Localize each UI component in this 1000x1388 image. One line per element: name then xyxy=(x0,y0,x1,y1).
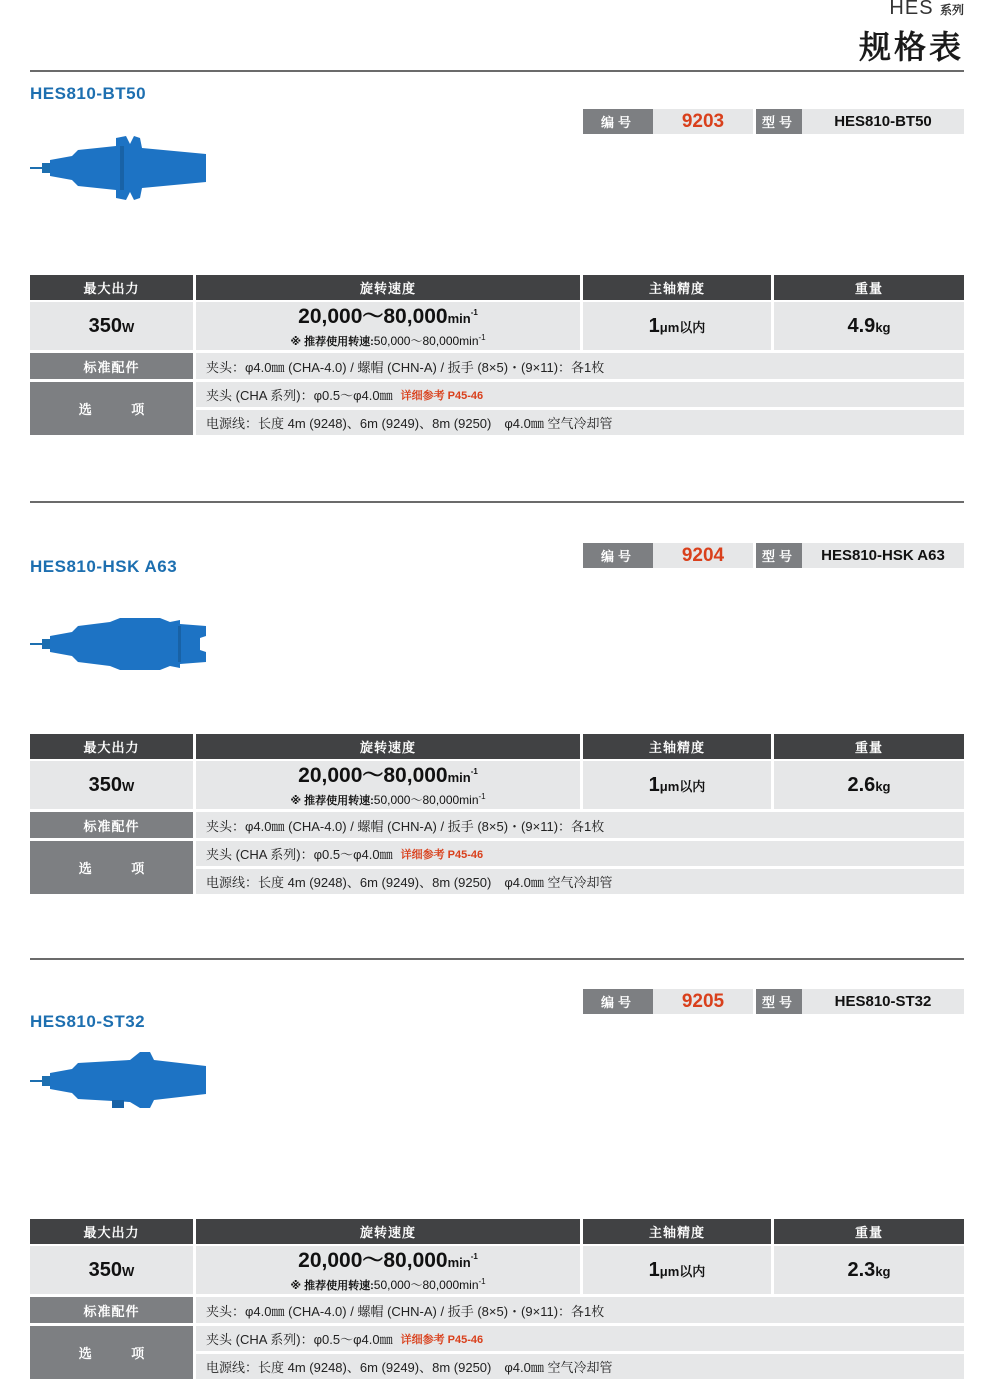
id-label: 编号 xyxy=(583,543,653,568)
option-cable: 电源线：长度 4m (9248)、6m (9249)、8m (9250) φ4.0㎜ 空气冷却管 xyxy=(196,1354,964,1379)
page-title: 规格表 xyxy=(858,28,964,66)
accessories-label: 标准配件 xyxy=(30,1297,193,1323)
weight-value: 4.9 xyxy=(847,314,876,337)
options-row xyxy=(30,1326,964,1379)
col-speed-header: 旋转速度 xyxy=(196,275,580,300)
model-value: HES810-HSK A63 xyxy=(802,543,964,568)
col-precision-header: 主轴精度 xyxy=(583,734,771,759)
col-precision-header: 主轴精度 xyxy=(583,275,771,300)
power-cell xyxy=(30,761,193,809)
accessories-value: 夹头：φ4.0㎜ (CHA-4.0) / 螺帽 (CHN-A) / 扳手 (8×5)・(9×11)：各1枚 xyxy=(196,353,964,379)
product-section-st32 xyxy=(30,988,964,1388)
st32-spindle-icon xyxy=(30,1048,210,1114)
power-unit: W xyxy=(122,778,135,794)
weight-unit: kg xyxy=(875,778,891,794)
weight-cell xyxy=(774,1246,964,1294)
precision-unit: μm以内 xyxy=(659,1263,706,1279)
model-label: 型号 xyxy=(756,989,802,1014)
precision-value: 1 xyxy=(648,314,660,337)
id-box xyxy=(583,543,964,568)
power-unit: W xyxy=(122,1263,135,1279)
model-label: 型号 xyxy=(756,543,802,568)
weight-unit: kg xyxy=(875,319,891,335)
series-label xyxy=(859,0,964,18)
option-cable: 电源线：长度 4m (9248)、6m (9249)、8m (9250) φ4.0㎜ 空气冷却管 xyxy=(196,869,964,894)
weight-value: 2.6 xyxy=(847,773,876,796)
power-cell xyxy=(30,302,193,350)
speed-cell: $20,000\sim 80,000\min^{-1}$ ※ 推荐使用转速$:50,000\sim 80,000\min^{-1}$ xyxy=(196,1246,580,1294)
model-label: 型号 xyxy=(756,109,802,134)
precision-value: 1 xyxy=(648,1258,660,1281)
weight-unit: kg xyxy=(875,1263,891,1279)
options-label: 选 项 xyxy=(30,382,193,435)
bt50-spindle-icon xyxy=(30,132,210,204)
col-weight-header: 重量 xyxy=(774,275,964,300)
product-section-hsk-a63 xyxy=(30,540,964,900)
speed-note-prefix: ※ 推荐使用转速: xyxy=(290,795,374,807)
precision-cell xyxy=(583,761,771,809)
option-collet xyxy=(196,841,964,866)
speed-value: 20,000～80,000 xyxy=(298,764,448,787)
weight-cell xyxy=(774,302,964,350)
options-label: 选 项 xyxy=(30,841,193,894)
spec-table xyxy=(30,734,964,894)
weight-value: 2.3 xyxy=(847,1258,876,1281)
options-label: 选 项 xyxy=(30,1326,193,1379)
speed-note: 50,000～80,000min xyxy=(373,334,479,348)
precision-cell xyxy=(583,1246,771,1294)
model-value: HES810-BT50 xyxy=(802,109,964,134)
accessories-row xyxy=(30,353,964,379)
id-label: 编号 xyxy=(583,109,653,134)
speed-note: 50,000～80,000min xyxy=(373,1278,479,1292)
hsk-a63-spindle-icon xyxy=(30,614,210,674)
section-divider xyxy=(30,501,964,503)
speed-unit: min xyxy=(447,1255,471,1270)
option-collet-ref: 详细参考 P45-46 xyxy=(400,1333,484,1346)
speed-unit: min xyxy=(447,311,471,326)
series-suffix: 系列 xyxy=(939,3,964,17)
spec-header-row xyxy=(30,275,964,300)
spec-value-row xyxy=(30,302,964,350)
power-value: 350 xyxy=(88,773,123,796)
option-collet-ref: 详细参考 P45-46 xyxy=(400,848,484,861)
col-weight-header: 重量 xyxy=(774,1219,964,1244)
option-collet-text: 夹头 (CHA 系列)：φ0.5～φ4.0㎜ xyxy=(206,1332,393,1347)
accessories-value: 夹头：φ4.0㎜ (CHA-4.0) / 螺帽 (CHN-A) / 扳手 (8×5)・(9×11)：各1枚 xyxy=(196,1297,964,1323)
model-value: HES810-ST32 xyxy=(802,989,964,1014)
speed-cell: $20,000\sim 80,000\min^{-1}$ ※ 推荐使用转速$:50,000\sim 80,000\min^{-1}$ xyxy=(196,302,580,350)
precision-unit: μm以内 xyxy=(659,778,706,794)
product-name: HES810-ST32 xyxy=(30,1012,146,1031)
speed-note: 50,000～80,000min xyxy=(373,793,479,807)
accessories-value: 夹头：φ4.0㎜ (CHA-4.0) / 螺帽 (CHN-A) / 扳手 (8×5)・(9×11)：各1枚 xyxy=(196,812,964,838)
accessories-label: 标准配件 xyxy=(30,812,193,838)
speed-cell: $20,000\sim 80,000\min^{-1}$ ※ 推荐使用转速$:50,000\sim 80,000\min^{-1}$ xyxy=(196,761,580,809)
spec-value-row xyxy=(30,761,964,809)
option-collet-text: 夹头 (CHA 系列)：φ0.5～φ4.0㎜ xyxy=(206,847,393,862)
col-weight-header: 重量 xyxy=(774,734,964,759)
top-divider xyxy=(30,70,964,72)
speed-value: 20,000～80,000 xyxy=(298,305,448,328)
option-collet xyxy=(196,382,964,407)
spec-table xyxy=(30,1219,964,1379)
id-number: 9204 xyxy=(653,543,753,568)
col-power-header: 最大出力 xyxy=(30,275,193,300)
power-cell xyxy=(30,1246,193,1294)
spec-header-row xyxy=(30,1219,964,1244)
series-brand: HES xyxy=(889,0,934,19)
accessories-row xyxy=(30,1297,964,1323)
speed-unit: min xyxy=(447,770,471,785)
option-collet xyxy=(196,1326,964,1351)
spec-value-row xyxy=(30,1246,964,1294)
id-number: 9205 xyxy=(653,989,753,1014)
option-cable: 电源线：长度 4m (9248)、6m (9249)、8m (9250) φ4.0㎜ 空气冷却管 xyxy=(196,410,964,435)
section-divider xyxy=(30,958,964,960)
id-number: 9203 xyxy=(653,109,753,134)
options-row xyxy=(30,841,964,894)
power-unit: W xyxy=(122,319,135,335)
col-speed-header: 旋转速度 xyxy=(196,1219,580,1244)
option-collet-text: 夹头 (CHA 系列)：φ0.5～φ4.0㎜ xyxy=(206,388,393,403)
power-value: 350 xyxy=(88,1258,123,1281)
accessories-label: 标准配件 xyxy=(30,353,193,379)
accessories-row xyxy=(30,812,964,838)
product-name: HES810-HSK A63 xyxy=(30,557,178,576)
precision-cell xyxy=(583,302,771,350)
col-power-header: 最大出力 xyxy=(30,734,193,759)
page-header xyxy=(859,0,964,68)
spec-table xyxy=(30,275,964,435)
spec-header-row xyxy=(30,734,964,759)
precision-unit: μm以内 xyxy=(659,319,706,335)
speed-note-prefix: ※ 推荐使用转速: xyxy=(290,336,374,348)
col-precision-header: 主轴精度 xyxy=(583,1219,771,1244)
speed-note-prefix: ※ 推荐使用转速: xyxy=(290,1280,374,1292)
col-speed-header: 旋转速度 xyxy=(196,734,580,759)
product-section-bt50 xyxy=(30,80,964,440)
weight-cell xyxy=(774,761,964,809)
col-power-header: 最大出力 xyxy=(30,1219,193,1244)
precision-value: 1 xyxy=(648,773,660,796)
id-box xyxy=(583,109,964,134)
id-label: 编号 xyxy=(583,989,653,1014)
power-value: 350 xyxy=(88,314,123,337)
id-box xyxy=(583,989,964,1014)
product-name: HES810-BT50 xyxy=(30,84,147,103)
speed-value: 20,000～80,000 xyxy=(298,1249,448,1272)
options-row xyxy=(30,382,964,435)
option-collet-ref: 详细参考 P45-46 xyxy=(400,389,484,402)
